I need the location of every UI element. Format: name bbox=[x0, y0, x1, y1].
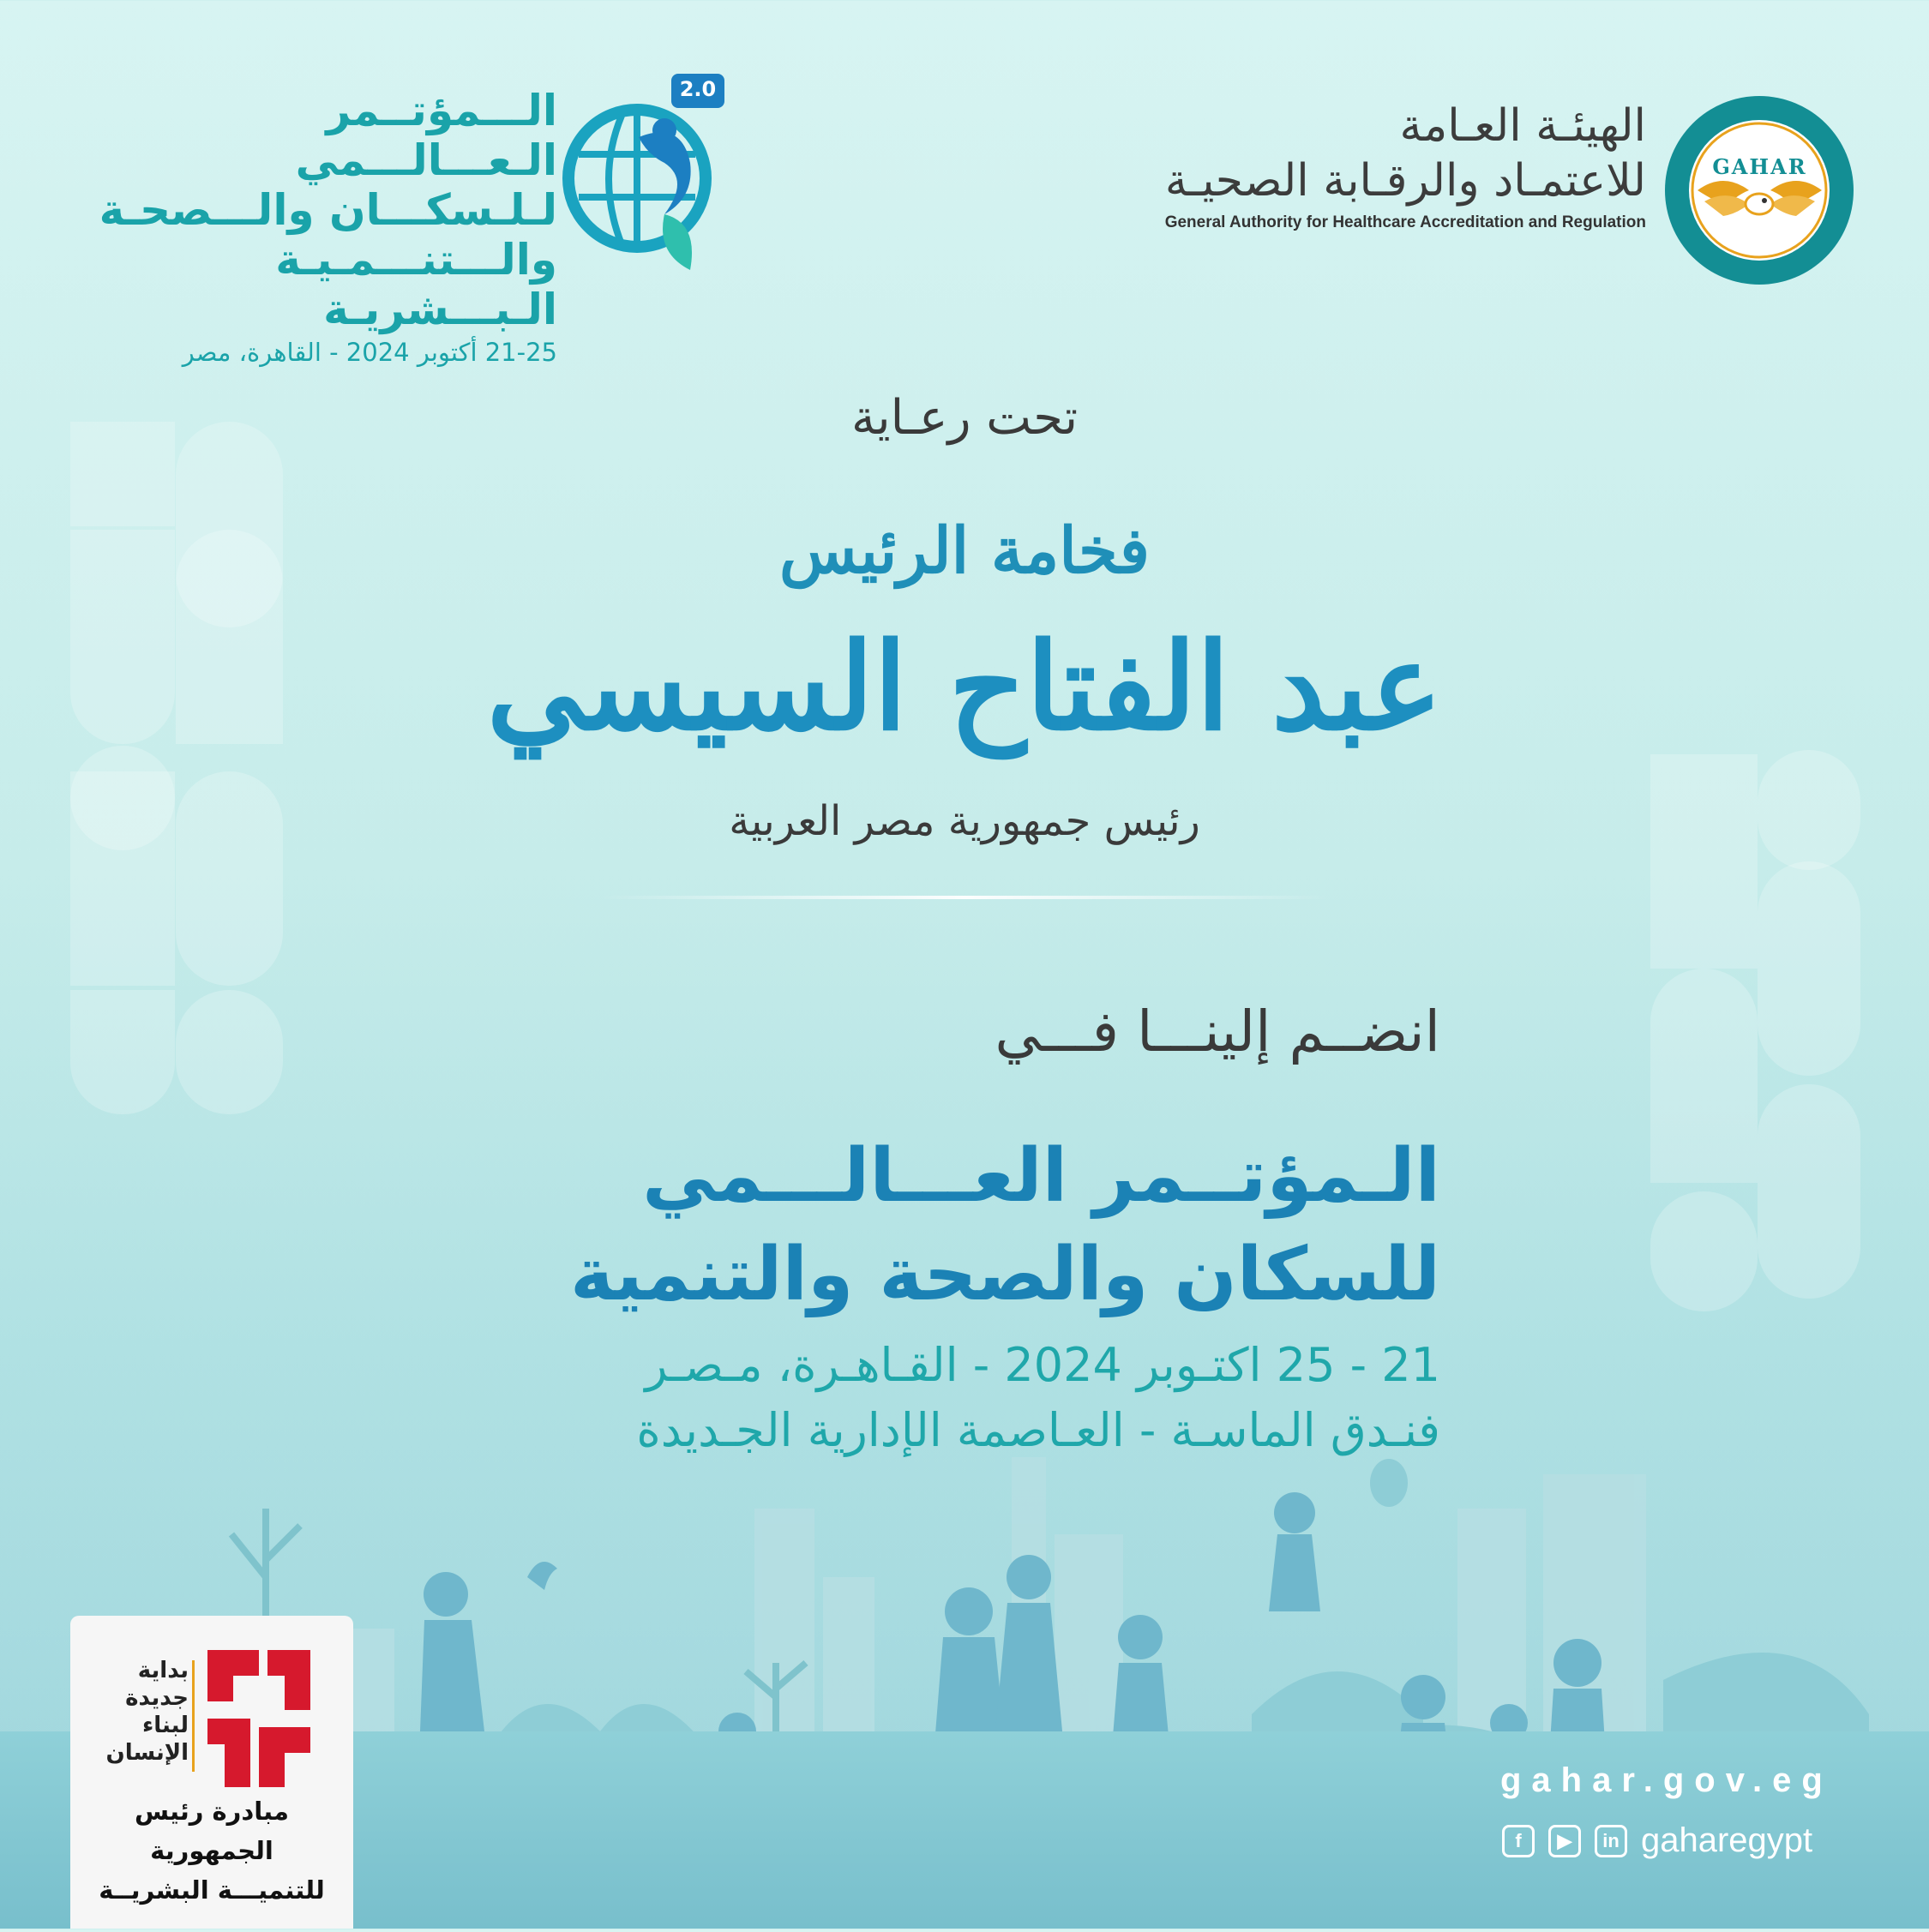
bedaya-footer-line1: مبادرة رئيس الجمهورية bbox=[135, 1797, 289, 1865]
gahar-name-en: General Authority for Healthcare Accreditation and Regulation bbox=[1164, 213, 1646, 231]
event-venue: فنـدق الماسـة - العـاصمة الإدارية الجـديدة bbox=[636, 1403, 1440, 1457]
decor-pill bbox=[1758, 1084, 1860, 1299]
conference-name-line: الـــمؤتــمر الـعـــالـــمي bbox=[295, 86, 557, 185]
conference-title-line2: للسكان والصحة والتنمية bbox=[570, 1232, 1440, 1317]
under-patronage-label: تحت رعـاية bbox=[850, 390, 1079, 446]
facebook-icon[interactable]: f bbox=[1502, 1825, 1535, 1857]
conference-globe-logo bbox=[562, 69, 733, 274]
gahar-logo bbox=[1663, 94, 1856, 287]
bedaya-words bbox=[87, 1657, 189, 1767]
website-link[interactable]: gahar.gov.eg bbox=[1500, 1761, 1833, 1799]
bedaya-word: الإنسان bbox=[105, 1740, 189, 1766]
divider bbox=[600, 896, 1329, 899]
bedaya-initiative-badge bbox=[70, 1616, 353, 1929]
linkedin-icon[interactable]: in bbox=[1595, 1825, 1627, 1857]
decor-pill bbox=[1650, 1191, 1758, 1311]
conference-title bbox=[570, 1127, 1440, 1324]
president-name: عبد الفتاح السيسي bbox=[486, 617, 1443, 758]
bedaya-word: جديدة bbox=[125, 1685, 189, 1711]
bedaya-logo-mark bbox=[199, 1641, 319, 1796]
decor-pill bbox=[1650, 754, 1758, 969]
decor-pill bbox=[70, 990, 175, 1114]
conference-name-block bbox=[69, 86, 557, 367]
badge-separator bbox=[192, 1660, 195, 1772]
event-date: 21 - 25 اكتـوبر 2024 - القـاهـرة، مـصـر bbox=[645, 1338, 1440, 1392]
social-handle[interactable]: gaharegypt bbox=[1641, 1821, 1813, 1859]
bedaya-word: لبناء bbox=[141, 1713, 189, 1738]
decor-pill bbox=[1650, 969, 1758, 1183]
gahar-name-ar-line1: الهيئـة العـامة bbox=[1399, 100, 1646, 152]
conference-version-badge: 2.0 bbox=[679, 77, 717, 101]
conference-name-line: لـلـسكـــان والـــصحـة bbox=[99, 185, 557, 235]
decor-pill bbox=[1758, 861, 1860, 1076]
conference-date-small: 21-25 أكتوبر 2024 - القاهرة، مصر bbox=[182, 338, 557, 367]
gahar-name-ar-line2: للاعتمـاد والرقـابة الصحيـة bbox=[1164, 155, 1646, 207]
bedaya-footer-line2: للتنميـــة البشريــة bbox=[99, 1875, 325, 1905]
youtube-icon[interactable]: ▶ bbox=[1548, 1825, 1581, 1857]
president-title: رئيس جمهورية مصر العربية bbox=[729, 797, 1200, 845]
conference-name-line: والـــتنـــمـيـة الـبـــشريـة bbox=[275, 235, 557, 334]
join-us-heading: انضــم إلينـــا فـــي bbox=[995, 999, 1440, 1065]
conference-title-line1: الـمؤتــمر العـــالـــمي bbox=[642, 1133, 1440, 1219]
bedaya-footer bbox=[70, 1791, 353, 1910]
decor-pill bbox=[176, 990, 283, 1114]
his-excellency-label: فخامة الرئيس bbox=[779, 514, 1150, 588]
gahar-name-block bbox=[1165, 99, 1646, 232]
bedaya-word: بداية bbox=[137, 1658, 189, 1683]
social-row bbox=[1502, 1821, 1812, 1860]
gahar-logo-text: GAHAR bbox=[1712, 154, 1807, 179]
